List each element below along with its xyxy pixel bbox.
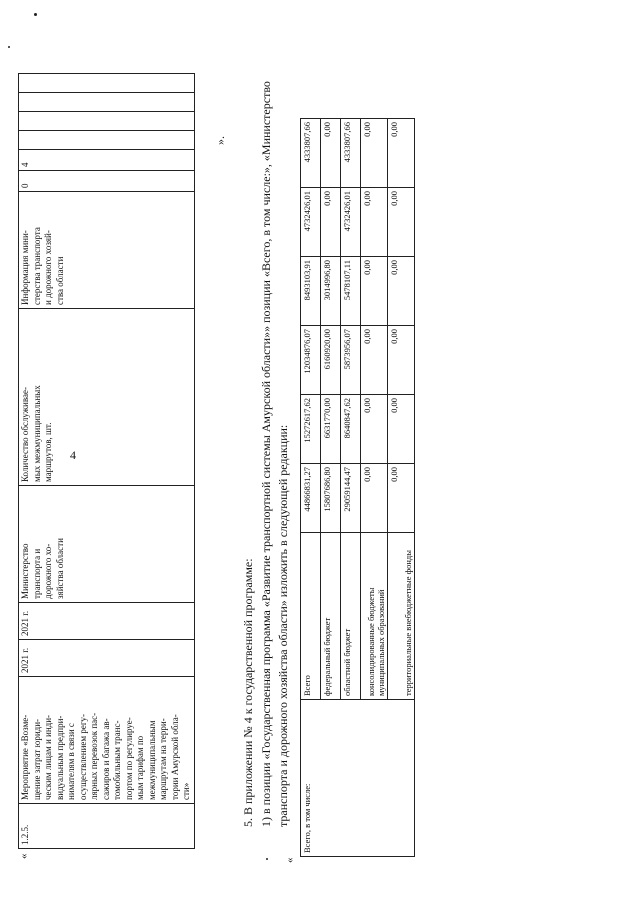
amount-cell: 6160920,00 (321, 326, 341, 395)
value-b: 4 (19, 150, 195, 171)
amount-cell: 44866831,27 (301, 464, 321, 533)
executor: Министерство транспорта и дорожного хо- зяйства области (19, 486, 195, 603)
amount-cell: 0,00 (361, 257, 388, 326)
amount-cell: 4732426,01 (341, 188, 361, 257)
amount-cell: 29059144,47 (341, 464, 361, 533)
amount-cell: 15807686,80 (321, 464, 341, 533)
amount-cell: 12034876,07 (301, 326, 321, 395)
blank-cell (19, 74, 195, 93)
amount-cell: 4333807,66 (301, 119, 321, 188)
amount-cell: 0,00 (321, 119, 341, 188)
funding-source: консолидированные бюджеты муниципальных образований (361, 533, 388, 700)
funding-table (300, 118, 415, 857)
amount-cell: 0,00 (361, 188, 388, 257)
rotated-content (18, 37, 618, 863)
info-source: Информация мини- стерства транспорта и дорожного хозяй- ства области (19, 192, 195, 309)
row-number: 1.2.5. (19, 804, 195, 849)
blank-cell (19, 93, 195, 112)
blank-cell (19, 112, 195, 131)
year-end: 2021 г. (19, 603, 195, 640)
table-row (301, 119, 321, 857)
measure-name: Мероприятие «Возме- щение затрат юриди- ческим лицам и инди- видуальным предпри- нимателям в связи с осуществлением регу- лярных перевозок пас- сажиров и багажа ав- томобильным транс- портом по регулируе- мым тарифам по межмуниципальным маршрутам на терри- тории Амурской обла- сти» (19, 677, 195, 804)
closing-quote: ». (213, 136, 227, 145)
amount-cell: 0,00 (321, 188, 341, 257)
amount-cell: 8493103,91 (301, 257, 321, 326)
opening-quote: « (18, 853, 30, 859)
amount-cell: 0,00 (388, 395, 415, 464)
page-number: 4 (70, 448, 76, 462)
blank-cell (19, 131, 195, 150)
scan-speck (266, 858, 268, 860)
table-row (19, 74, 195, 849)
amount-cell: 8640847,62 (341, 395, 361, 464)
amount-cell: 0,00 (388, 119, 415, 188)
amount-cell: 6631770,00 (321, 395, 341, 464)
value-a: 0 (19, 171, 195, 192)
amount-cell: 4333807,66 (341, 119, 361, 188)
amount-cell: 0,00 (361, 395, 388, 464)
position-label: Всего, в том числе: (301, 700, 415, 857)
funding-source: Всего (301, 533, 321, 700)
amount-cell: 0,00 (388, 257, 415, 326)
year-start: 2021 г. (19, 640, 195, 677)
paragraph-item-5: 5. В приложении № 4 к государственной программе: (241, 558, 255, 827)
amount-cell: 15272617,62 (301, 395, 321, 464)
amount-cell: 0,00 (388, 464, 415, 533)
amount-cell: 3014996,80 (321, 257, 341, 326)
amount-cell: 0,00 (361, 464, 388, 533)
scan-speck (34, 13, 37, 16)
measures-table (18, 73, 195, 849)
scan-speck (8, 46, 10, 48)
amount-cell: 5478107,11 (341, 257, 361, 326)
funding-source: федеральный бюджет (321, 533, 341, 700)
amount-cell: 0,00 (388, 326, 415, 395)
amount-cell: 0,00 (361, 119, 388, 188)
amount-cell: 0,00 (388, 188, 415, 257)
opening-quote: « (284, 857, 296, 863)
funding-source: областной бюджет (341, 533, 361, 700)
amount-cell: 4732426,01 (301, 188, 321, 257)
indicator: Количество обслуживае- мых межмуниципальных маршрутов, шт. (19, 309, 195, 486)
funding-source: территориальные внебюджетные фонды (388, 533, 415, 700)
amount-cell: 5873956,07 (341, 326, 361, 395)
amount-cell: 0,00 (361, 326, 388, 395)
paragraph-subitem-1: 1) в позиции «Государственная программа «Развитие транспортной системы Амурской области»» позиции «Всего, в том числе:», «Министерство транспорта и дорожного хозяйства области» изложить в следующей редакции: (259, 81, 290, 827)
